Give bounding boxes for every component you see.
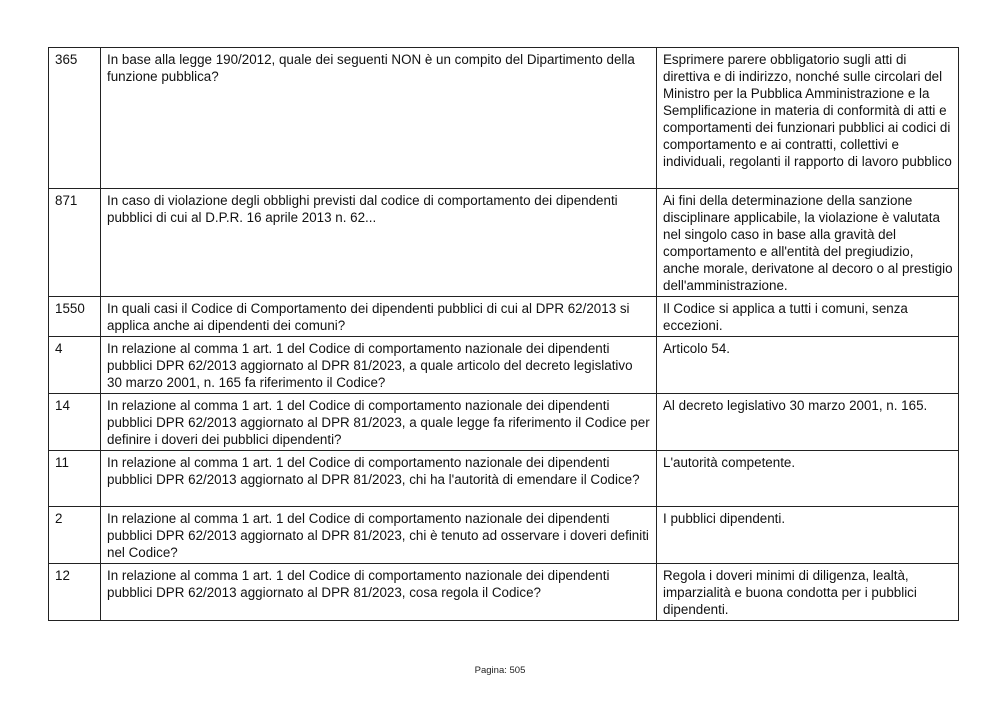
question-id: 12	[49, 564, 101, 621]
question-id: 871	[49, 189, 101, 297]
question-text: In base alla legge 190/2012, quale dei seguenti NON è un compito del Dipartimento della funzione pubblica?	[101, 48, 657, 189]
page-number: Pagina: 505	[474, 665, 526, 676]
question-id: 1550	[49, 297, 101, 337]
answer-text: L'autorità competente.	[657, 451, 959, 507]
table-row	[49, 48, 959, 189]
question-id: 365	[49, 48, 101, 189]
question-id: 4	[49, 337, 101, 394]
question-text: In relazione al comma 1 art. 1 del Codice di comportamento nazionale dei dipendenti pubblici DPR 62/2013 aggiornato al DPR 81/2023, a quale articolo del decreto legislativo 30 marzo 2001, n. 165 fa riferimento il Codice?	[101, 337, 657, 394]
question-text: In relazione al comma 1 art. 1 del Codice di comportamento nazionale dei dipendenti pubblici DPR 62/2013 aggiornato al DPR 81/2023, a quale legge fa riferimento il Codice per definire i doveri dei pubblici dipendenti?	[101, 394, 657, 451]
answer-text: I pubblici dipendenti.	[657, 507, 959, 564]
question-id: 11	[49, 451, 101, 507]
table-row	[49, 189, 959, 297]
question-text: In quali casi il Codice di Comportamento dei dipendenti pubblici di cui al DPR 62/2013 si applica anche ai dipendenti dei comuni?	[101, 297, 657, 337]
question-id: 14	[49, 394, 101, 451]
question-table-body	[49, 48, 959, 621]
answer-text: Il Codice si applica a tutti i comuni, senza eccezioni.	[657, 297, 959, 337]
table-row	[49, 394, 959, 451]
question-text: In relazione al comma 1 art. 1 del Codice di comportamento nazionale dei dipendenti pubblici DPR 62/2013 aggiornato al DPR 81/2023, chi è tenuto ad osservare i doveri definiti nel Codice?	[101, 507, 657, 564]
question-id: 2	[49, 507, 101, 564]
answer-text: Ai fini della determinazione della sanzione disciplinare applicabile, la violazione è valutata nel singolo caso in base alla gravità del comportamento e all'entità del pregiudizio, anche morale, derivatone al decoro o al prestigio dell'amministrazione.	[657, 189, 959, 297]
table-row	[49, 507, 959, 564]
question-text: In relazione al comma 1 art. 1 del Codice di comportamento nazionale dei dipendenti pubblici DPR 62/2013 aggiornato al DPR 81/2023, cosa regola il Codice?	[101, 564, 657, 621]
answer-text: Regola i doveri minimi di diligenza, lealtà, imparzialità e buona condotta per i pubblici dipendenti.	[657, 564, 959, 621]
answer-text: Al decreto legislativo 30 marzo 2001, n. 165.	[657, 394, 959, 451]
table-row	[49, 337, 959, 394]
question-text: In caso di violazione degli obblighi previsti dal codice di comportamento dei dipendenti pubblici di cui al D.P.R. 16 aprile 2013 n. 62...	[101, 189, 657, 297]
answer-text: Articolo 54.	[657, 337, 959, 394]
question-table	[48, 47, 959, 621]
answer-text: Esprimere parere obbligatorio sugli atti di direttiva e di indirizzo, nonché sulle circolari del Ministro per la Pubblica Amministrazione e la Semplificazione in materia di conformità di atti e comportamenti dei funzionari pubblici ai codici di comportamento e ai contratti, collettivi e individuali, regolanti il rapporto di lavoro pubblico	[657, 48, 959, 189]
question-text: In relazione al comma 1 art. 1 del Codice di comportamento nazionale dei dipendenti pubblici DPR 62/2013 aggiornato al DPR 81/2023, chi ha l'autorità di emendare il Codice?	[101, 451, 657, 507]
table-row	[49, 297, 959, 337]
table-row	[49, 451, 959, 507]
table-row	[49, 564, 959, 621]
